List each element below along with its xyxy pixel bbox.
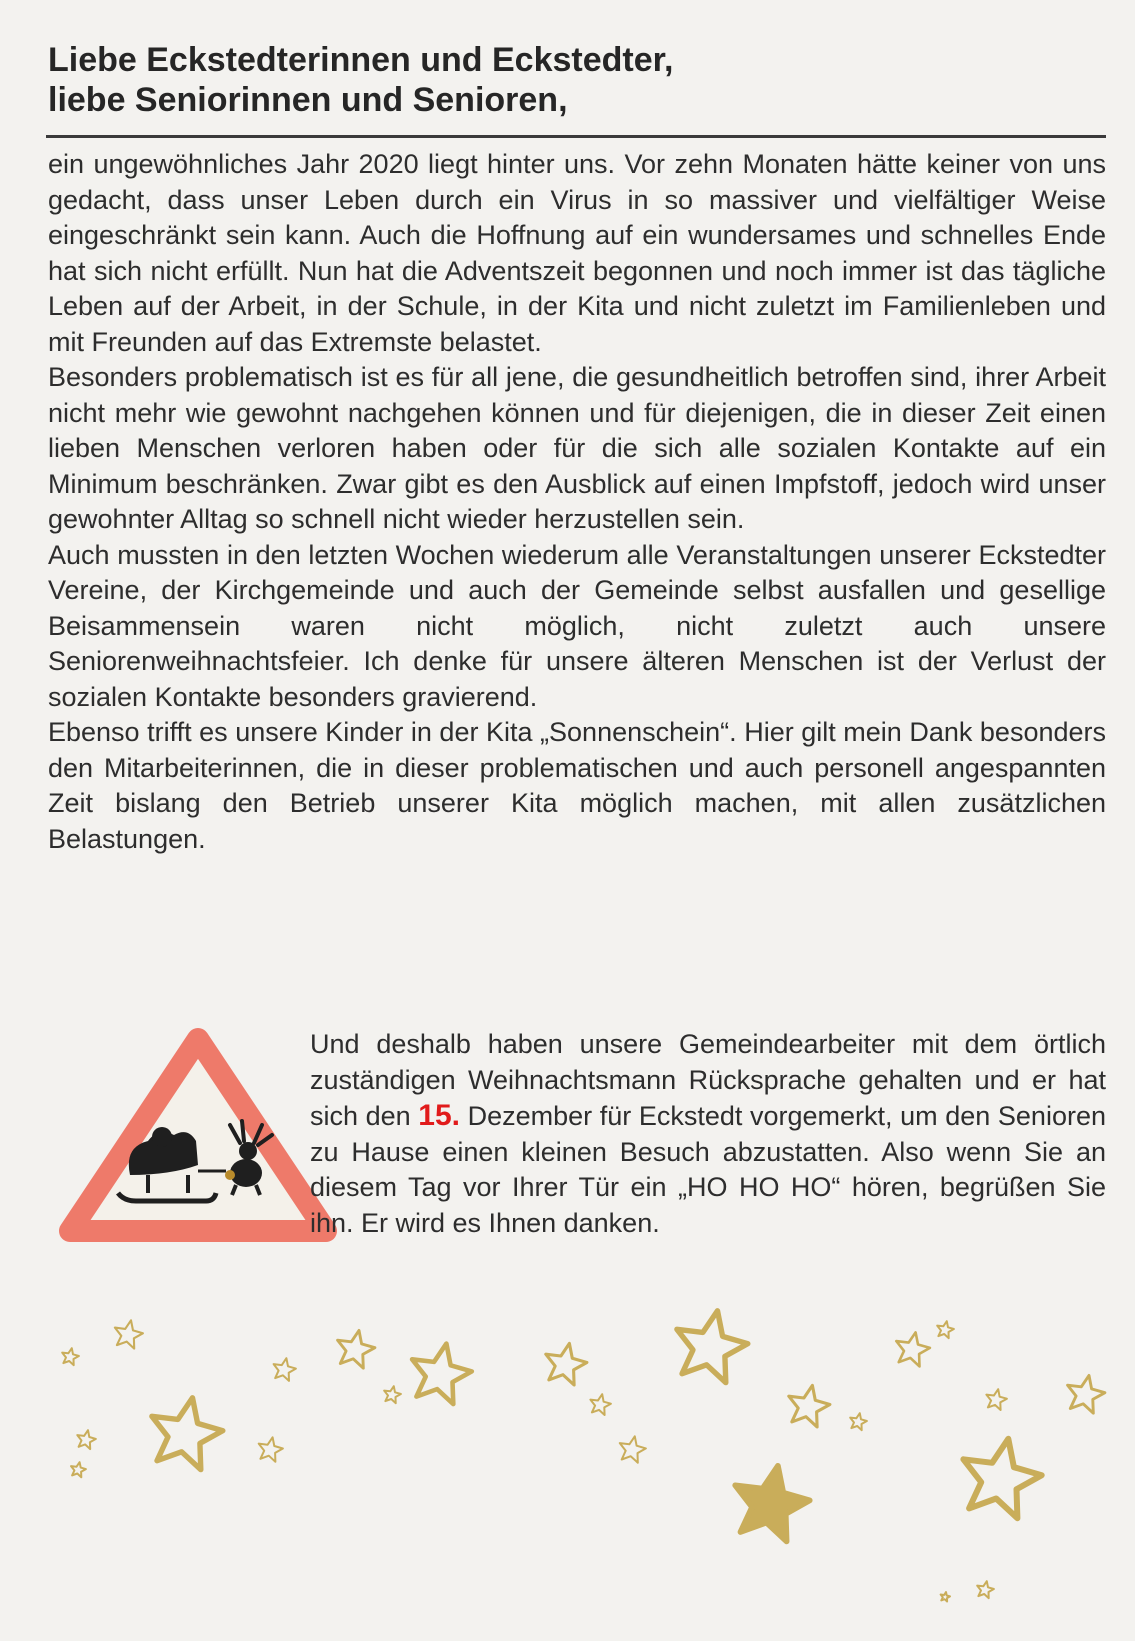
star-icon: [850, 1413, 867, 1430]
title-divider: [46, 135, 1106, 138]
star-icon: [789, 1385, 830, 1427]
star-icon: [115, 1320, 143, 1348]
star-icon: [152, 1398, 223, 1470]
visit-date-number: 15.: [418, 1099, 460, 1132]
star-icon: [986, 1389, 1007, 1410]
page-title: [48, 40, 1108, 120]
notice-text-start: Und deshalb haben unsere Gemeindearbeiter mit dem örtlich zuständigen Weihnachtsmann Rücksprache gehalten und er hat sich den: [310, 1029, 1106, 1131]
star-icon: [1068, 1375, 1105, 1413]
star-icon: [620, 1436, 646, 1462]
paragraph-3: Auch mussten in den letzten Wochen wiederum alle Veranstaltungen unserer Eckstedter Vereine, der Kirchgemeinde und auch der Gemeinde selbst ausfallen und gesellige Beisammensein waren nicht möglich, nicht zuletzt auch unsere Seniorenweihnachtsfeier. Ich denke für unsere älteren Menschen ist der Verlust der sozialen Kontakte besonders gravierend.: [48, 539, 1106, 712]
star-icon: [896, 1332, 930, 1366]
star-icon: [412, 1344, 472, 1405]
star-icon: [590, 1394, 611, 1415]
letter-body: [48, 147, 1106, 857]
star-icon: [963, 1439, 1041, 1518]
star-icon: [71, 1462, 86, 1477]
star-icon: [77, 1430, 96, 1449]
star-icon: [937, 1321, 954, 1338]
santa-visit-notice: [48, 1027, 1106, 1241]
star-icon: [735, 1466, 810, 1542]
star-icon: [677, 1311, 748, 1383]
paragraph-4: Ebenso trifft es unsere Kinder in der Kita „Sonnenschein“. Hier gilt mein Dank besonders den Mitarbeiterinnen, die in dieser problematischen und auch personell angespannten Zeit bislang den Betrieb unserer Kita möglich machen, mit allen zusätzlichen Belastungen.: [48, 717, 1106, 854]
star-icon: [941, 1592, 950, 1601]
title-line-1: Liebe Eckstedterinnen und Eckstedter,: [48, 41, 674, 79]
paragraph-1: ein ungewöhnliches Jahr 2020 liegt hinter uns. Vor zehn Monaten hätte keiner von uns gedacht, dass unser Leben durch ein Virus in so massiver und vielfältiger Weise eingeschränkt sein kann. Auch die Hoffnung auf ein wundersames und schnelles Ende hat sich nicht erfüllt. Nun hat die Adventszeit begonnen und noch immer ist das tägliche Leben auf der Arbeit, in der Schule, in der Kita und nicht zuletzt im Familienleben und mit Freunden auf das Extremste belastet.: [48, 149, 1106, 357]
star-icon: [546, 1343, 587, 1385]
star-icon: [259, 1437, 283, 1462]
star-icon: [274, 1358, 296, 1381]
star-icon: [62, 1348, 79, 1365]
title-line-2: liebe Seniorinnen und Senioren,: [48, 81, 568, 119]
notice-text-end: Dezember für Eckstedt vorgemerkt, um den Senioren zu Hause einen kleinen Besuch abzustatten. Also wenn Sie an diesem Tag vor Ihrer Tür ein „HO HO HO“ hören, begrüßen Sie ihn. Er wird es Ihnen danken.: [310, 1101, 1106, 1238]
star-icon: [977, 1581, 994, 1598]
star-icon: [338, 1330, 375, 1368]
paragraph-2: Besonders problematisch ist es für all jene, die gesundheitlich betroffen sind, ihrer Arbeit nicht mehr wie gewohnt nachgehen können und für diejenigen, die in dieser Zeit einen lieben Menschen verloren haben oder für die sich alle sozialen Kontakte auf ein Minimum beschränken. Zwar gibt es den Ausblick auf einen Impfstoff, jedoch wird unser gewohnter Alltag so schnell nicht wieder herzustellen sein.: [48, 362, 1106, 534]
star-icon: [384, 1386, 401, 1403]
